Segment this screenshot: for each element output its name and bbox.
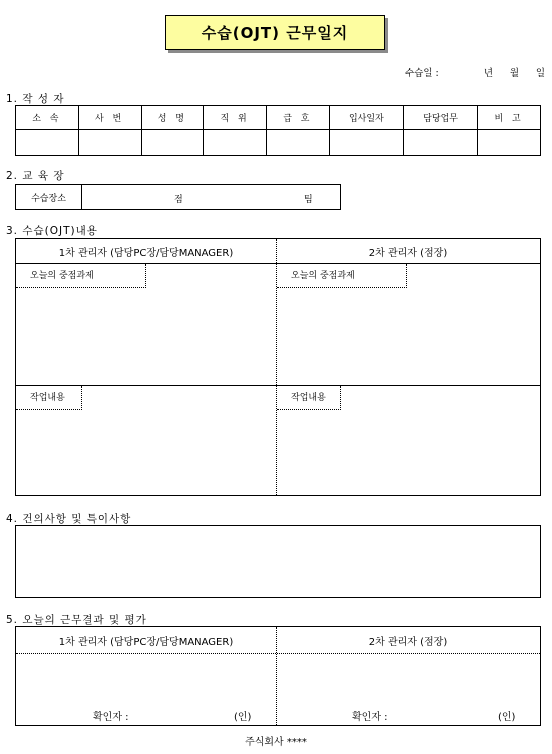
join-date-cell[interactable] [329,130,403,156]
header-name: 성 명 [141,106,204,130]
ojt-task-label-left: 오늘의 중점과제 [16,264,146,288]
eval-manager1-header: 1차 관리자 (담당PC장/담당MANAGER) [58,636,234,648]
header-join-date: 입사일자 [329,106,403,130]
confirm-label-right: 확인자 : [352,712,388,723]
section1-label: 1. 작 성 자 [6,93,65,105]
header-department: 소 속 [16,106,79,130]
training-place-label: 수습장소 [16,185,82,209]
section2-label: 2. 교 육 장 [6,170,65,182]
employee-id-cell[interactable] [78,130,141,156]
ojt-manager1-header: 1차 관리자 (담당PC장/담당MANAGER) [58,247,234,259]
ojt-work-label-left: 작업내용 [16,386,82,410]
author-header-row [16,106,541,130]
training-date-line [405,65,545,79]
ojt-content-box [15,238,541,496]
confirm-label-left: 확인자 : [93,712,129,723]
duty-cell[interactable] [403,130,477,156]
section4-label: 4. 건의사항 및 특이사항 [6,513,132,525]
seal-right: (인) [498,712,516,723]
header-employee-id: 사 번 [78,106,141,130]
name-cell[interactable] [141,130,204,156]
header-position: 직 위 [204,106,267,130]
year-field[interactable]: 년 [483,68,493,79]
section3-label: 3. 수습(OJT)내용 [6,225,98,237]
team-unit: 팀 [304,195,313,205]
author-value-row [16,130,541,156]
seal-left: (인) [234,712,252,723]
ojt-manager2-header: 2차 관리자 (점장) [368,247,448,259]
section5-label: 5. 오늘의 근무결과 및 평가 [6,614,147,626]
header-duty: 담당업무 [403,106,477,130]
form-title: 수습(OJT) 근무일지 [165,15,385,50]
header-grade: 급 호 [267,106,330,130]
suggestions-box[interactable] [15,525,541,598]
eval-manager2-header: 2차 관리자 (점장) [368,636,448,648]
grade-cell[interactable] [267,130,330,156]
author-table [15,105,541,156]
position-cell[interactable] [204,130,267,156]
department-cell[interactable] [16,130,79,156]
ojt-task-area-right[interactable] [277,288,540,384]
training-date-label: 수습일 : [405,68,439,79]
ojt-work-area-left[interactable] [16,410,276,495]
header-remarks: 비 고 [478,106,541,130]
ojt-work-area-right[interactable] [277,410,540,495]
evaluation-box [15,626,541,726]
ojt-work-label-right: 작업내용 [277,386,341,410]
remarks-cell[interactable] [478,130,541,156]
training-place-row [15,184,341,210]
month-field[interactable]: 월 [509,68,519,79]
company-name: 주식회사 **** [245,737,307,748]
branch-unit: 점 [174,195,183,205]
training-place-field[interactable] [82,185,340,209]
ojt-task-area-left[interactable] [16,288,276,384]
day-field[interactable]: 일 [535,68,545,79]
ojt-task-label-right: 오늘의 중점과제 [277,264,407,288]
